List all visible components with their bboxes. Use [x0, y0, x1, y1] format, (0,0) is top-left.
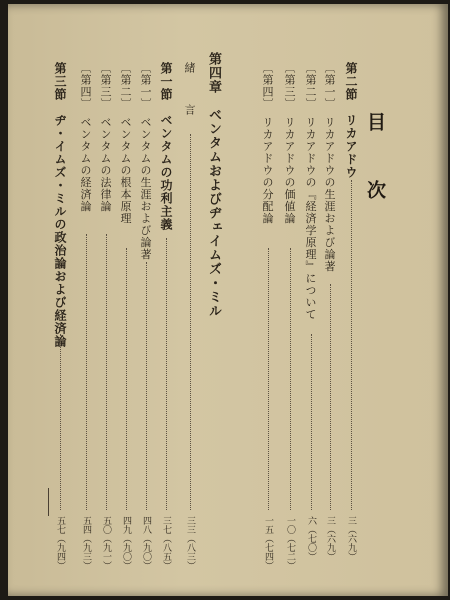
- toc-entry-sub-4b: 〔第四〕 ベンタムの経済論: [79, 62, 92, 213]
- leader-line: [351, 180, 352, 510]
- leader-line: [86, 234, 87, 510]
- toc-title-char-2: 次: [364, 180, 386, 201]
- toc-entry-chapter-4: 第四章 ベンタムおよびヂェイムズ・ミル: [206, 52, 221, 318]
- toc-entry-section-1: 第一節 ベンタムの功利主義: [159, 62, 173, 231]
- leader-line: [106, 234, 107, 510]
- leader-line: [166, 238, 167, 510]
- toc-title-char-1: 目: [364, 112, 386, 133]
- toc-entry-sub-4: 〔第四〕 リカアドウの分配論: [261, 62, 274, 225]
- toc-entry-sub-3: 〔第三〕 リカアドウの価値論: [283, 62, 296, 225]
- page-number: 四九（九〇）: [121, 516, 131, 570]
- page-number: 五七（九四）: [55, 516, 65, 570]
- page-number: 六（七〇）: [306, 516, 316, 561]
- leader-line: [60, 334, 61, 510]
- page-number: 五四（九三）: [81, 516, 91, 570]
- book-page: [8, 4, 448, 596]
- toc-entry-sub-2b: 〔第二〕 ベンタムの根本原理: [119, 62, 132, 225]
- toc-entry-sub-1: 〔第一〕 リカアドウの生涯および論著: [323, 62, 336, 273]
- page-number: 三（六九）: [346, 516, 356, 561]
- toc-entry-sub-1b: 〔第一〕 ベンタムの生涯および論著: [139, 62, 152, 261]
- page-number: 一五（七四）: [263, 516, 273, 570]
- toc-entry-sub-3b: 〔第三〕 ベンタムの法律論: [99, 62, 112, 213]
- leader-line: [126, 248, 127, 510]
- page-number: 五〇（九一）: [101, 516, 111, 570]
- toc-entry-sub-2: 〔第二〕 リカアドウの『経済学原理』について: [304, 62, 317, 321]
- page-number: 三三（八三）: [185, 516, 195, 570]
- page-number: 三（六九）: [325, 516, 335, 561]
- leader-line: [290, 248, 291, 510]
- leader-line: [190, 134, 191, 510]
- page-number: 三七（八五）: [161, 516, 171, 570]
- margin-mark: [48, 488, 49, 516]
- leader-line: [330, 284, 331, 510]
- leader-line: [311, 334, 312, 510]
- leader-line: [268, 248, 269, 510]
- page-number: 四八（九〇）: [141, 516, 151, 570]
- toc-entry-preface: 緒 言: [183, 62, 196, 118]
- page-number: 一〇（七二）: [285, 516, 295, 570]
- toc-entry-section-2: 第二節 リカアドウ: [344, 62, 358, 179]
- toc-entry-section-3: 第三節 ヂ・イムズ・ミルの政治論および経済論: [53, 62, 67, 348]
- leader-line: [146, 262, 147, 510]
